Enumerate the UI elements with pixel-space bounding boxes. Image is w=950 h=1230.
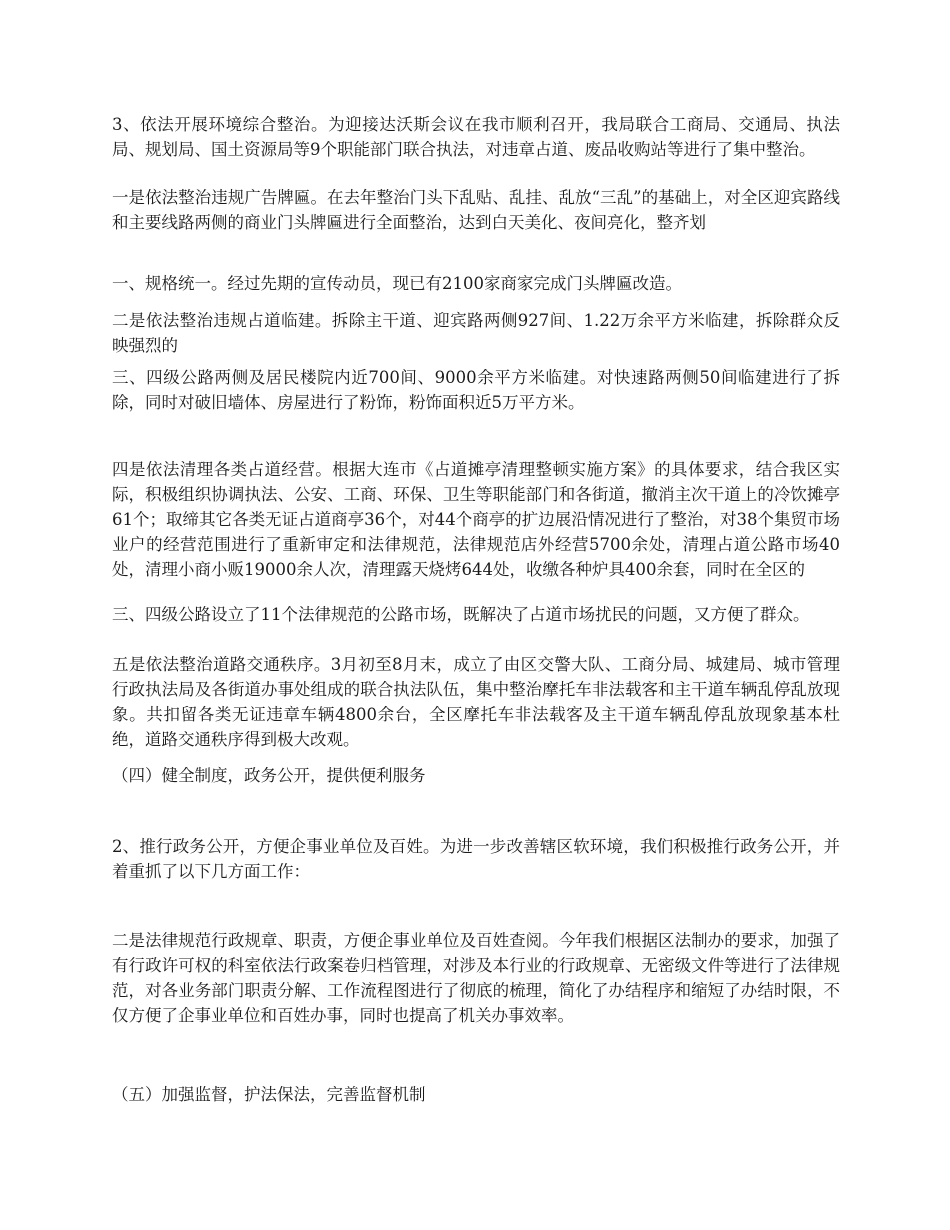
paragraph-unified-specification: 一、规格统一。经过先期的宣传动员，现已有2100家商家完成门头牌匾改造。: [112, 274, 682, 293]
paragraph-occupied-road-business: 四是依法清理各类占道经营。根据大连市《占道摊亭清理整顿实施方案》的具体要求，结合我区实际，积极组织协调执法、公安、工商、环保、卫生等职能部门和各街道，撤消主次干道上的冷饮摊亭61个；取缔其它各类无证占道商亭36个，对44个商亭的扩边展沿情况进行了整治，对38个集贸市场业户的经营范围进行了重新审定和法律规范，法律规范店外经营5700余处，清理占道公路市场40处，清理小商小贩19000余人次，清理露天烧烤644处，收缴各种炉具400余套，同时在全区的: [112, 460, 840, 579]
section-heading-four: （四）健全制度，政务公开，提供便利服务: [112, 766, 426, 785]
section-heading-five: （五）加强监督，护法保法，完善监督机制: [112, 1085, 426, 1104]
paragraph-signboard-rectification: 一是依法整治违规广告牌匾。在去年整治门头下乱贴、乱挂、乱放“三乱”的基础上，对全区迎宾路线和主要线路两侧的商业门头牌匾进行全面整治，达到白天美化、夜间亮化，整齐划: [112, 188, 840, 232]
paragraph-government-transparency: 2、推行政务公开，方便企事业单位及百姓。为进一步改善辖区软环境，我们积极推行政务公开，并着重抓了以下几方面工作：: [112, 837, 840, 881]
paragraph-road-markets: 三、四级公路设立了11个法律规范的公路市场，既解决了占道市场扰民的问题，又方便了群众。: [112, 605, 810, 624]
paragraph-environment-rectification: 3、依法开展环境综合整治。为迎接达沃斯会议在我市顺利召开，我局联合工商局、交通局、执法局、规划局、国土资源局等9个职能部门联合执法，对违章占道、废品收购站等进行了集中整治。: [112, 115, 840, 159]
paragraph-road-demolition: 三、四级公路两侧及居民楼院内近700间、9000余平方米临建。对快速路两侧50间临建进行了拆除，同时对破旧墙体、房屋进行了粉饰，粉饰面积近5万平方米。: [112, 368, 840, 412]
paragraph-temporary-buildings: 二是依法整治违规占道临建。拆除主干道、迎宾路两侧927间、1.22万余平方米临建，拆除群众反映强烈的: [112, 311, 840, 355]
paragraph-traffic-order: 五是依法整治道路交通秩序。3月初至8月末，成立了由区交警大队、工商分局、城建局、城市管理行政执法局及各街道办事处组成的联合执法队伍，集中整治摩托车非法载客和主干道车辆乱停乱放现象。共扣留各类无证违章车辆4800余台，全区摩托车非法载客及主干道车辆乱停乱放现象基本杜绝，道路交通秩序得到极大改观。: [112, 655, 840, 749]
paragraph-administrative-regulations: 二是法律规范行政规章、职责，方便企事业单位及百姓查阅。今年我们根据区法制办的要求，加强了有行政许可权的科室依法行政案卷归档管理，对涉及本行业的行政规章、无密级文件等进行了法律规范，对各业务部门职责分解、工作流程图进行了彻底的梳理，简化了办结程序和缩短了办结时限，不仅方便了企事业单位和百姓办事，同时也提高了机关办事效率。: [112, 931, 840, 1025]
